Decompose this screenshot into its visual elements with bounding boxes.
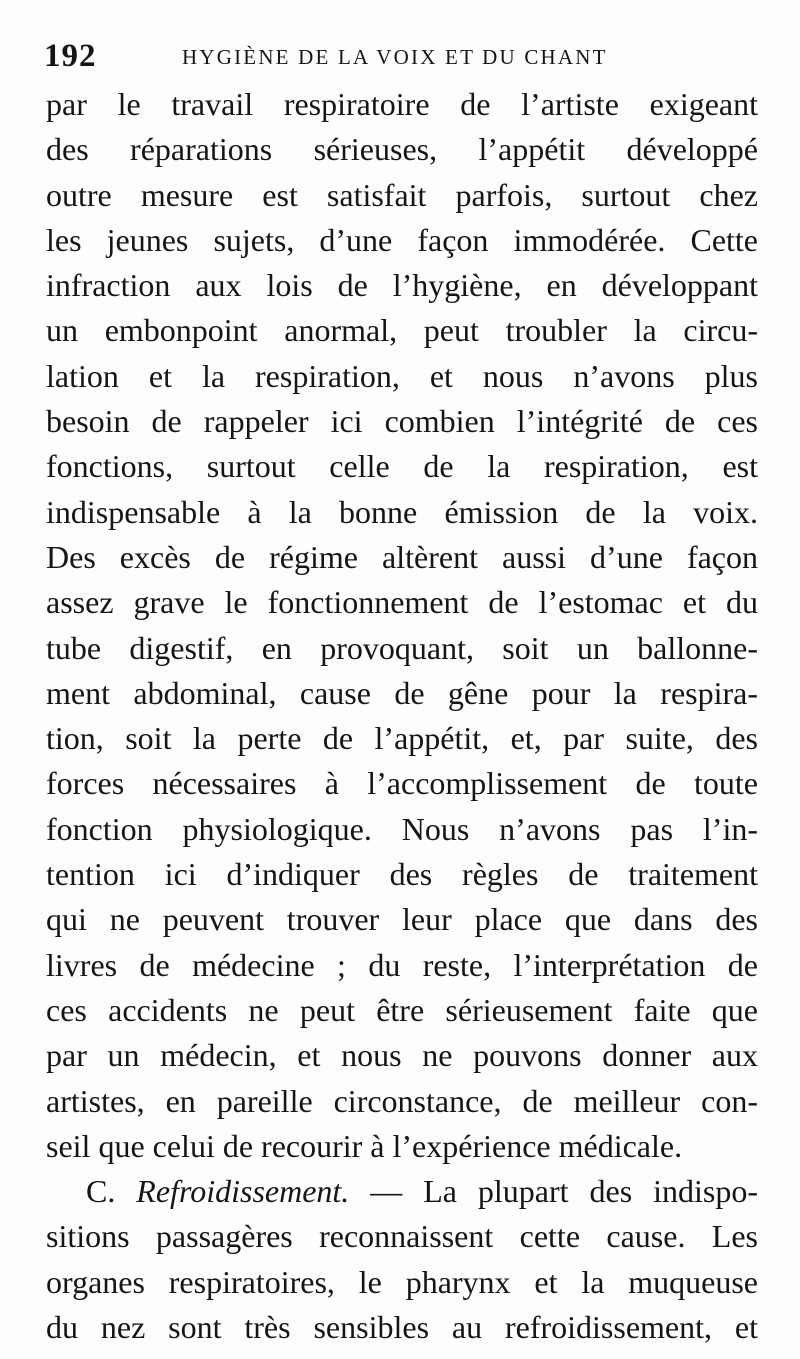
text-line: indispensable à la bonne émission de la voix. (46, 493, 758, 530)
text-line: du nez sont très sensibles au refroidissement, et (46, 1309, 758, 1346)
page-number: 192 (44, 38, 97, 74)
text-line: ces accidents ne peut être sérieusement faite que (46, 991, 758, 1028)
text-line: des réparations sérieuses, l’appétit développé (46, 131, 758, 168)
text-line: tube digestif, en provoquant, soit un ballonne- (46, 629, 758, 666)
text-line: par le travail respiratoire de l’artiste exigeant (46, 86, 758, 122)
text-line-rest: — La plupart des indispo- (370, 1173, 758, 1210)
text-line: seil que celui de recourir à l’expérience médicale. (46, 1127, 683, 1164)
text-line: outre mesure est satisfait parfois, surtout chez (46, 176, 758, 213)
section-label: C. (86, 1173, 116, 1210)
text-line: Des excès de régime altèrent aussi d’une façon (46, 538, 758, 575)
text-line: ment abdominal, cause de gêne pour la respira- (46, 674, 758, 711)
text-line: lation et la respiration, et nous n’avons plus (46, 357, 758, 394)
text-line: fonctions, surtout celle de la respiration, est (46, 448, 758, 485)
running-header (40, 38, 760, 78)
paragraph-2 (46, 1169, 758, 1350)
text-line: artistes, en pareille circonstance, de meilleur con- (46, 1082, 758, 1119)
text-line: sitions passagères reconnaissent cette cause. Les (46, 1218, 758, 1255)
text-line: tention ici d’indiquer des règles de traitement (46, 856, 758, 893)
text-line: qui ne peuvent trouver leur place que dans des (46, 901, 758, 938)
text-line: tion, soit la perte de l’appétit, et, par suite, des (46, 720, 758, 757)
text-line: fonction physiologique. Nous n’avons pas l’in- (46, 810, 758, 847)
text-line: besoin de rappeler ici combien l’intégrité de ces (46, 403, 758, 440)
text-line: organes respiratoires, le pharynx et la muqueuse (46, 1263, 758, 1300)
text-line: assez grave le fonctionnement de l’estomac et du (46, 584, 758, 621)
section-title: Refroidissement. (136, 1173, 350, 1210)
text-line (46, 1169, 758, 1214)
text-line: forces nécessaires à l’accomplissement de toute (46, 765, 758, 802)
text-line: un embonpoint anormal, peut troubler la circu- (46, 312, 758, 349)
text-line: livres de médecine ; du reste, l’interprétation de (46, 946, 758, 983)
paragraph-1 (46, 82, 758, 1169)
running-title: HYGIÈNE DE LA VOIX ET DU CHANT (182, 45, 608, 69)
text-line: infraction aux lois de l’hygiène, en développant (46, 267, 758, 304)
text-line: par un médecin, et nous ne pouvons donner aux (46, 1037, 758, 1074)
body-text (46, 82, 758, 1350)
text-line: les jeunes sujets, d’une façon immodérée. Cette (46, 221, 758, 258)
